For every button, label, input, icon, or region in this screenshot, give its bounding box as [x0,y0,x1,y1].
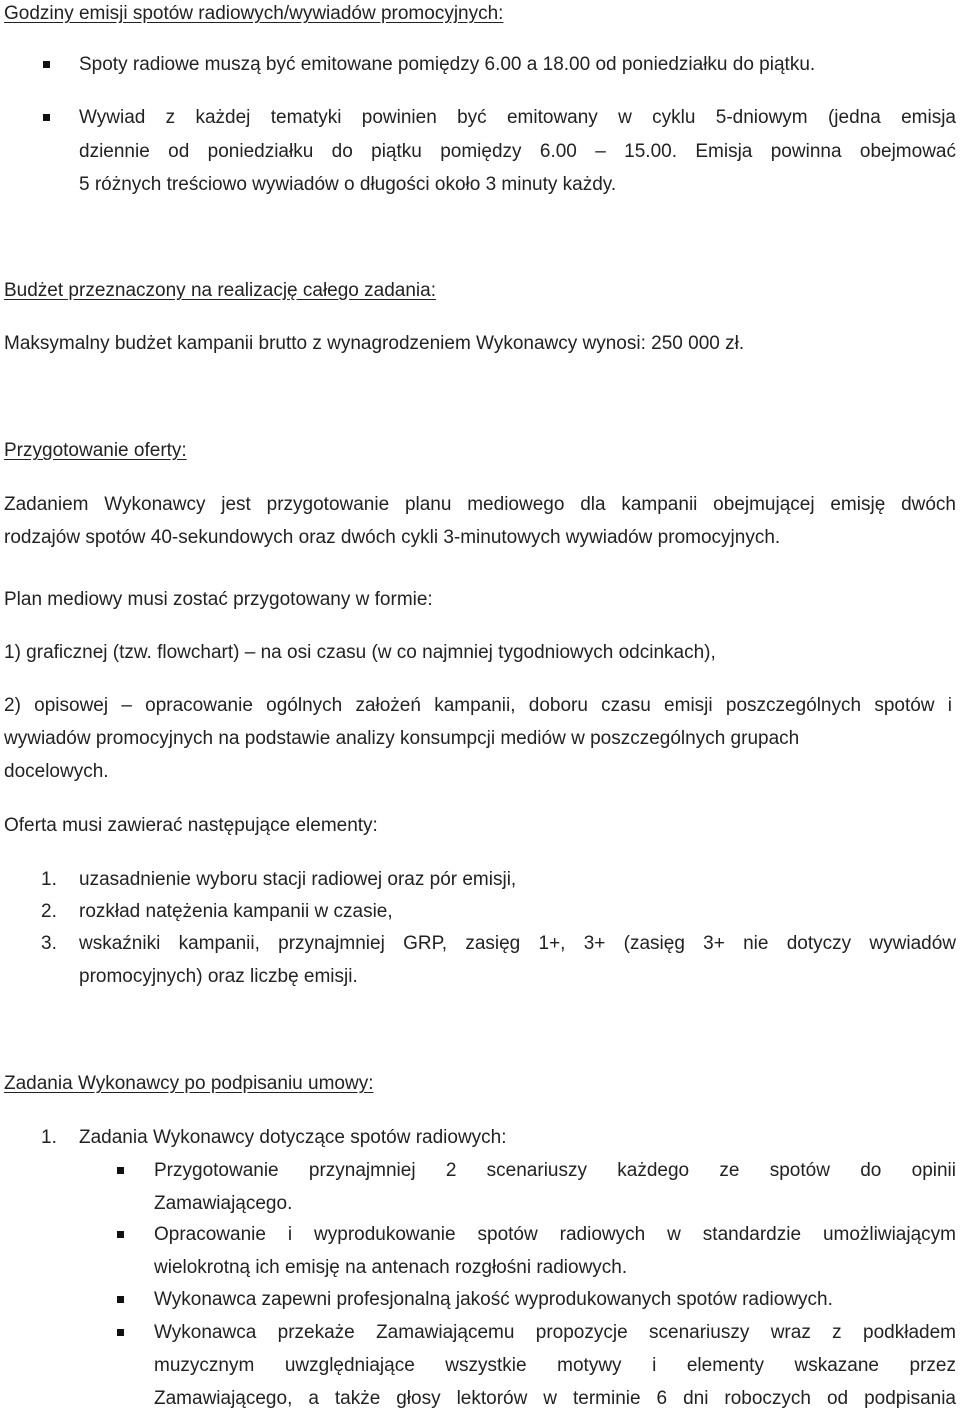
budget-text: Maksymalny budżet kampanii brutto z wynagrodzeniem Wykonawcy wynosi: 250 000 zł. [4,333,745,354]
list-number: 1. [41,1127,57,1148]
task-bullet-text: Opracowanie i wyprodukowanie spotów radiowych w standardzie umożliwiającym [154,1224,956,1245]
list-item-text: rozkład natężenia kampanii w czasie, [79,901,393,922]
task-bullet-text: Wykonawca przekaże Zamawiającemu propozycje scenariuszy wraz z podkładem [154,1322,956,1343]
section-heading-budget: Budżet przeznaczony na realizację całego zadania: [4,280,436,301]
list-item-text: uzasadnienie wyboru stacji radiowej oraz pór emisji, [79,869,517,890]
section-heading-offer: Przygotowanie oferty: [4,440,187,461]
bullet-square-icon [117,1167,124,1174]
task-bullet-text: muzycznym uwzględniające wszystkie motywy i elementy wskazane przez [154,1355,956,1376]
task-bullet-text: Wykonawca zapewni profesjonalną jakość wyprodukowanych spotów radiowych. [154,1289,833,1310]
list-item-text: wskaźniki kampanii, przynajmniej GRP, zasięg 1+, 3+ (zasięg 3+ nie dotyczy wywiadów [79,933,956,954]
offer-intro-line: rodzajów spotów 40-sekundowych oraz dwóch cykli 3-minutowych wywiadów promocyjnych. [4,527,781,548]
bullet-square-icon [117,1296,124,1303]
section-heading-emission-hours: Godziny emisji spotów radiowych/wywiadów promocyjnych: [4,3,504,24]
bullet-square-icon [117,1329,124,1336]
task-bullet-text: Przygotowanie przynajmniej 2 scenariuszy każdego ze spotów do opinii [154,1160,956,1181]
elements-label: Oferta musi zawierać następujące elementy: [4,815,378,836]
bullet-text: Wywiad z każdej tematyki powinien być emitowany w cyklu 5-dniowym (jedna emisja [79,107,956,128]
plan-form-2-line: 2) opisowej – opracowanie ogólnych założeń kampanii, doboru czasu emisji poszczególnych spotów i [4,695,952,716]
list-number: 1. [41,869,57,890]
task-item-label: Zadania Wykonawcy dotyczące spotów radiowych: [79,1127,507,1148]
plan-form-2-line: docelowych. [4,761,109,782]
task-bullet-text: wielokrotną ich emisję na antenach rozgłośni radiowych. [154,1257,628,1278]
offer-intro-line: Zadaniem Wykonawcy jest przygotowanie planu mediowego dla kampanii obejmującej emisję dwóch [4,494,956,515]
bullet-square-icon [117,1231,124,1238]
plan-form-1: 1) graficznej (tzw. flowchart) – na osi czasu (w co najmniej tygodniowych odcinkach), [4,642,716,663]
bullet-text: dziennie od poniedziałku do piątku pomiędzy 6.00 – 15.00. Emisja powinna obejmować [79,141,956,162]
list-number: 3. [41,933,57,954]
task-bullet-text: Zamawiającego, a także głosy lektorów w terminie 6 dni roboczych od podpisania [154,1388,956,1409]
plan-form-2-line: wywiadów promocyjnych na podstawie analizy konsumpcji mediów w poszczególnych grupach [4,728,800,749]
list-item-text: promocyjnych) oraz liczbę emisji. [79,966,358,987]
bullet-square-icon [43,61,50,68]
list-number: 2. [41,901,57,922]
bullet-text: Spoty radiowe muszą być emitowane pomiędzy 6.00 a 18.00 od poniedziałku do piątku. [79,54,816,75]
section-heading-tasks: Zadania Wykonawcy po podpisaniu umowy: [4,1073,374,1094]
bullet-text: 5 różnych treściowo wywiadów o długości około 3 minuty każdy. [79,174,617,195]
task-bullet-text: Zamawiającego. [154,1193,293,1214]
bullet-square-icon [43,114,50,121]
plan-label: Plan mediowy musi zostać przygotowany w formie: [4,589,433,610]
